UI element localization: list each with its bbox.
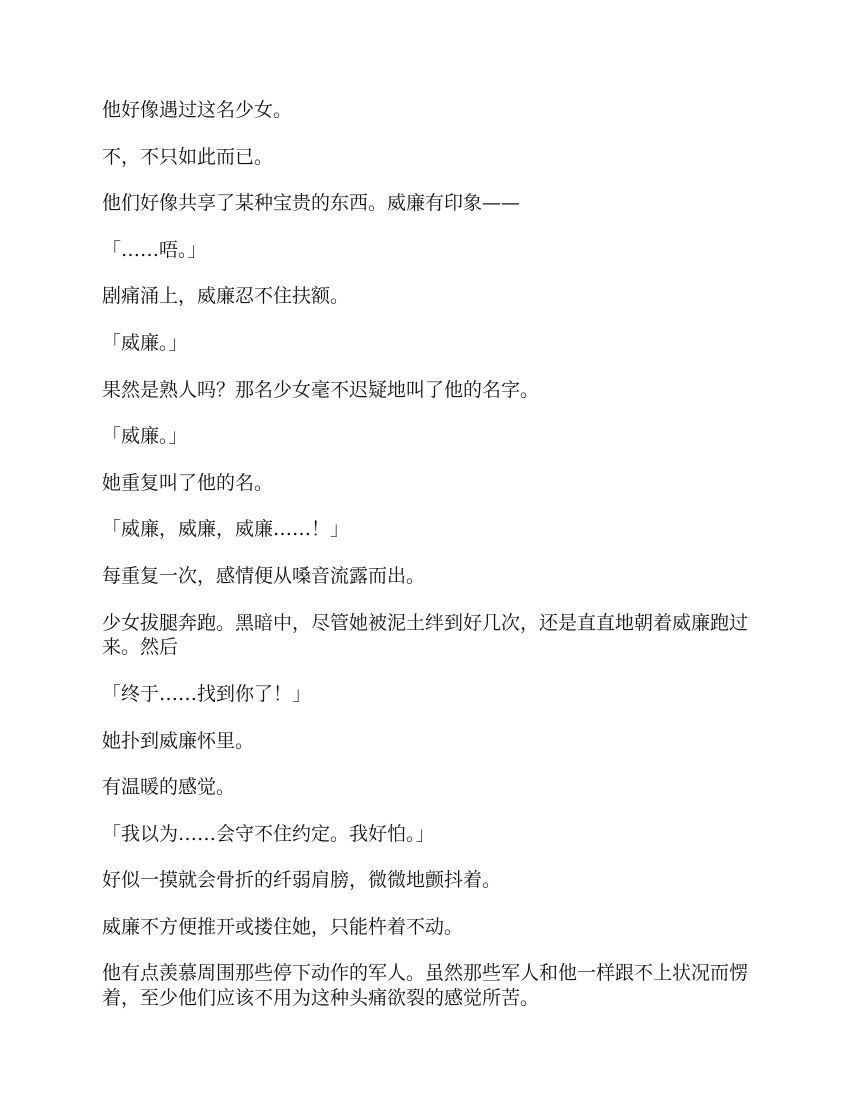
paragraph: 每重复一次，感情便从嗓音流露而出。 (102, 564, 426, 587)
paragraph: 「……唔。」 (102, 238, 207, 261)
paragraph: 她重复叫了他的名。 (102, 471, 274, 494)
paragraph: 不，不只如此而已。 (102, 145, 274, 168)
paragraph: 他好像遇过这名少女。 (102, 99, 293, 121)
paragraph: 他们好像共享了某种宝贵的东西。威廉有印象—— (102, 192, 521, 215)
document-page (102, 98, 762, 1033)
paragraph: 果然是熟人吗？那名少女毫不迟疑地叫了他的名字。 (102, 378, 540, 401)
paragraph: 他有点羡慕周围那些停下动作的军人。虽然那些军人和他一样跟不上状况而愣着，至少他们应该不用为这种头痛欲裂的感觉所苦。 (102, 962, 749, 1010)
paragraph: 好似一摸就会骨折的纤弱肩膀，微微地颤抖着。 (102, 869, 502, 892)
paragraph: 「威廉，威廉，威廉……！」 (102, 518, 350, 541)
paragraph: 有温暖的感觉。 (102, 776, 236, 799)
paragraph: 她扑到威廉怀里。 (102, 729, 255, 752)
paragraph: 「威廉。」 (102, 425, 188, 448)
paragraph: 「终于……找到你了！」 (102, 682, 312, 705)
paragraph: 剧痛涌上，威廉忍不住扶额。 (102, 285, 350, 308)
paragraph: 「威廉。」 (102, 331, 188, 354)
paragraph: 「我以为……会守不住约定。我好怕。」 (102, 822, 435, 845)
paragraph: 威廉不方便推开或搂住她，只能杵着不动。 (102, 915, 464, 938)
paragraph: 少女拔腿奔跑。黑暗中，尽管她被泥土绊到好几次，还是直直地朝着威廉跑过来。然后 (102, 611, 749, 659)
